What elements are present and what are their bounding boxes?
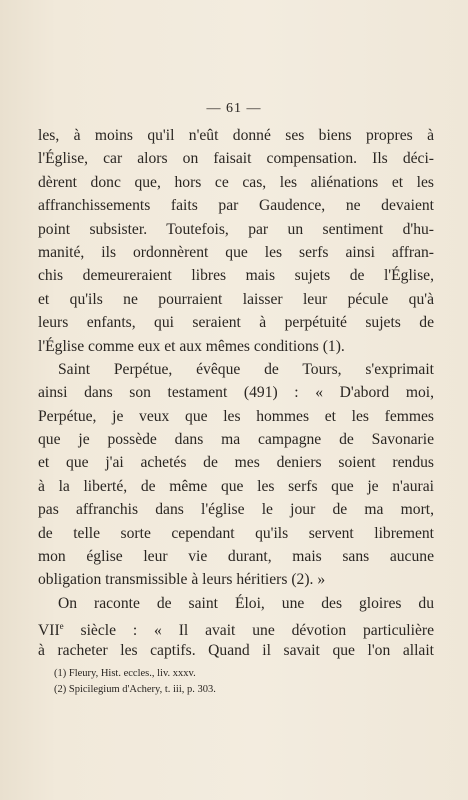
century-superscript: e [59, 621, 64, 632]
text-line: mon église leur vie durant, mais sans aucune [38, 548, 434, 566]
text-line: Perpétue, je veux que les hommes et les femmes [38, 407, 434, 425]
text-line: à la liberté, de même que les serfs que je n'aurai [38, 477, 434, 495]
body-text [38, 124, 434, 662]
text-line: affranchissements faits par Gaudence, ne devaient [38, 197, 434, 215]
text-line: et qu'ils ne pourraient laisser leur pécule qu'à [38, 290, 434, 308]
footnote: (1) Fleury, Hist. eccles., liv. xxxv. [54, 668, 196, 679]
page-number: — 61 — [206, 101, 262, 116]
text-line: que je possède dans ma campagne de Savonarie [38, 431, 434, 449]
text-line: dèrent donc que, hors ce cas, les aliénations et les [38, 173, 434, 191]
text-line: les, à moins qu'il n'eût donné ses biens propres à [38, 127, 434, 144]
text-line: pas affranchis dans l'église le jour de ma mort, [38, 501, 434, 519]
text-line: obligation transmissible à leurs héritiers (2). » [38, 571, 326, 589]
text-line: manité, ils ordonnèrent que les serfs ainsi affran- [38, 243, 434, 261]
text-line: l'Église, car alors on faisait compensation. Ils déci- [38, 150, 434, 168]
text-line: et que j'ai achetés de mes deniers soient rendus [38, 454, 434, 472]
text-line: de telle sorte cependant qu'ils servent librement [38, 524, 434, 542]
text-line: point subsister. Toutefois, par un sentiment d'hu- [38, 220, 434, 238]
text-line: à racheter les captifs. Quand il savait que l'on allait [38, 641, 434, 659]
text-line: chis demeureraient libres mais sujets de l'Église, [38, 267, 434, 285]
text-line: Saint Perpétue, évêque de Tours, s'exprimait [58, 360, 434, 378]
text-line: leurs enfants, qui seraient à perpétuité sujets de [38, 314, 434, 332]
text-line-century [38, 615, 434, 638]
century-numeral: VII [38, 622, 60, 640]
footnote: (2) Spicilegium d'Achery, t. iii, p. 303. [54, 684, 216, 695]
text-line-rest: siècle : « Il avait une dévotion particulière [80, 622, 434, 640]
text-line: l'Église comme eux et aux mêmes conditions (1). [38, 337, 345, 355]
text-line: On raconte de saint Éloi, une des gloires du [58, 594, 434, 612]
text-line: ainsi dans son testament (491) : « D'abord moi, [38, 384, 434, 402]
footnotes [54, 666, 414, 698]
